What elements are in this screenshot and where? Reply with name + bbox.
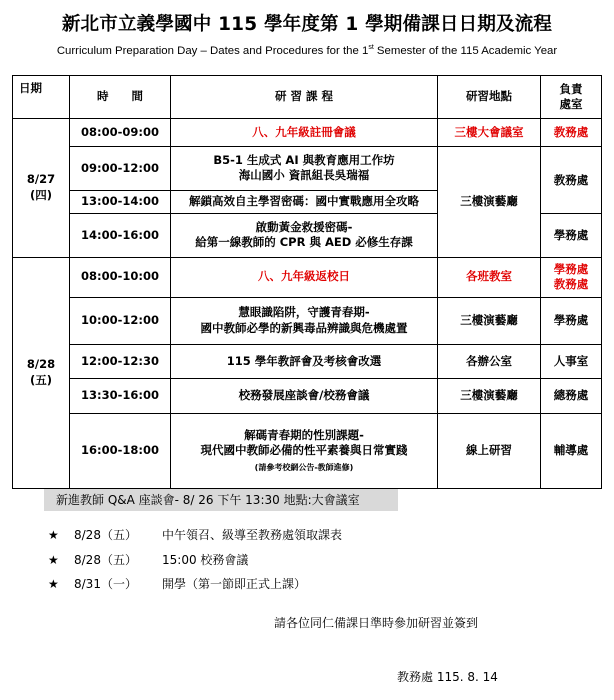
header-responsible: 負責 處室 — [541, 76, 602, 119]
page-title: 新北市立義學國中 115 學年度第 1 學期備課日日期及流程 — [61, 14, 553, 35]
time-cell: 08:00-10:00 — [70, 257, 171, 297]
note-item: ★ 8/31（一） 開學（第一節即正式上課） — [48, 577, 307, 591]
course-note: (請參考校網公告-教師進修) — [254, 462, 354, 472]
header-time: 時 間 — [70, 76, 171, 119]
time-cell: 14:00-16:00 — [70, 214, 171, 257]
note-item: ★ 8/28（五） 15:00 校務會議 — [48, 553, 249, 567]
header-date: 日期 — [13, 76, 70, 119]
time-cell: 08:00-09:00 — [70, 119, 171, 147]
time-cell: 09:00-12:00 — [70, 147, 171, 190]
course-cell: B5-1 生成式 AI 與教育應用工作坊 海山國小 資訊組長吳瑞福 — [171, 147, 438, 190]
closing-remark: 請各位同仁備課日準時參加研習並簽到 — [274, 616, 479, 630]
table-row — [13, 147, 602, 190]
course-cell: 解碼青春期的性別課題- 現代國中教師必備的性平素養與日常實踐 (請參考校網公告-教師進修) — [171, 414, 438, 489]
table-row — [13, 297, 602, 345]
note-item: ★ 8/28（五） 中午領召、級導至教務處領取課表 — [48, 528, 343, 542]
star-icon: ★ — [48, 528, 59, 542]
table-row — [13, 414, 602, 489]
date-cell-827: 8/27 (四) — [13, 119, 70, 257]
table-header-row — [13, 76, 602, 119]
responsible-cell: 人事室 — [541, 345, 602, 379]
table-row — [13, 378, 602, 414]
location-cell: 線上研習 — [438, 414, 541, 489]
course-cell: 啟動黃金救援密碼- 給第一線教師的 CPR 與 AED 必修生存課 — [171, 214, 438, 257]
responsible-cell: 學務處 教務處 — [541, 257, 602, 297]
table-row — [13, 345, 602, 379]
new-teacher-qa-banner: 新進教師 Q&A 座談會- 8/ 26 下午 13:30 地點:大會議室 — [44, 489, 398, 511]
course-cell: 校務發展座談會/校務會議 — [171, 378, 438, 414]
location-cell: 三樓演藝廳 — [438, 297, 541, 345]
responsible-cell: 學務處 — [541, 214, 602, 257]
location-cell: 三樓大會議室 — [438, 119, 541, 147]
date-cell-828: 8/28 (五) — [13, 257, 70, 488]
time-cell: 16:00-18:00 — [70, 414, 171, 489]
course-cell: 慧眼識陷阱，守護青春期- 國中教師必學的新興毒品辨識與危機處置 — [171, 297, 438, 345]
time-cell: 13:00-14:00 — [70, 190, 171, 214]
course-cell: 115 學年教評會及考核會改選 — [171, 345, 438, 379]
table-row — [13, 119, 602, 147]
responsible-cell: 學務處 — [541, 297, 602, 345]
page-subtitle: Curriculum Preparation Day – Dates and Procedures for the 1st Semester of the 115 Academic Year — [56, 44, 558, 57]
course-cell: 八、九年級返校日 — [171, 257, 438, 297]
location-cell: 三樓演藝廳 — [438, 147, 541, 257]
table-row — [13, 257, 602, 297]
time-cell: 10:00-12:00 — [70, 297, 171, 345]
time-cell: 12:00-12:30 — [70, 345, 171, 379]
responsible-cell: 教務處 — [541, 147, 602, 214]
responsible-cell: 總務處 — [541, 378, 602, 414]
location-cell: 各班教室 — [438, 257, 541, 297]
header-location: 研習地點 — [438, 76, 541, 119]
header-course: 研 習 課 程 — [171, 76, 438, 119]
course-cell: 八、九年級註冊會議 — [171, 119, 438, 147]
schedule-table — [12, 75, 602, 489]
location-cell: 三樓演藝廳 — [438, 378, 541, 414]
star-icon: ★ — [48, 577, 59, 591]
star-icon: ★ — [48, 553, 59, 567]
location-cell: 各辦公室 — [438, 345, 541, 379]
responsible-cell: 輔導處 — [541, 414, 602, 489]
time-cell: 13:30-16:00 — [70, 378, 171, 414]
signoff: 教務處 115. 8. 14 — [397, 670, 498, 684]
course-cell: 解鎖高效自主學習密碼：國中實戰應用全攻略 — [171, 190, 438, 214]
responsible-cell: 教務處 — [541, 119, 602, 147]
